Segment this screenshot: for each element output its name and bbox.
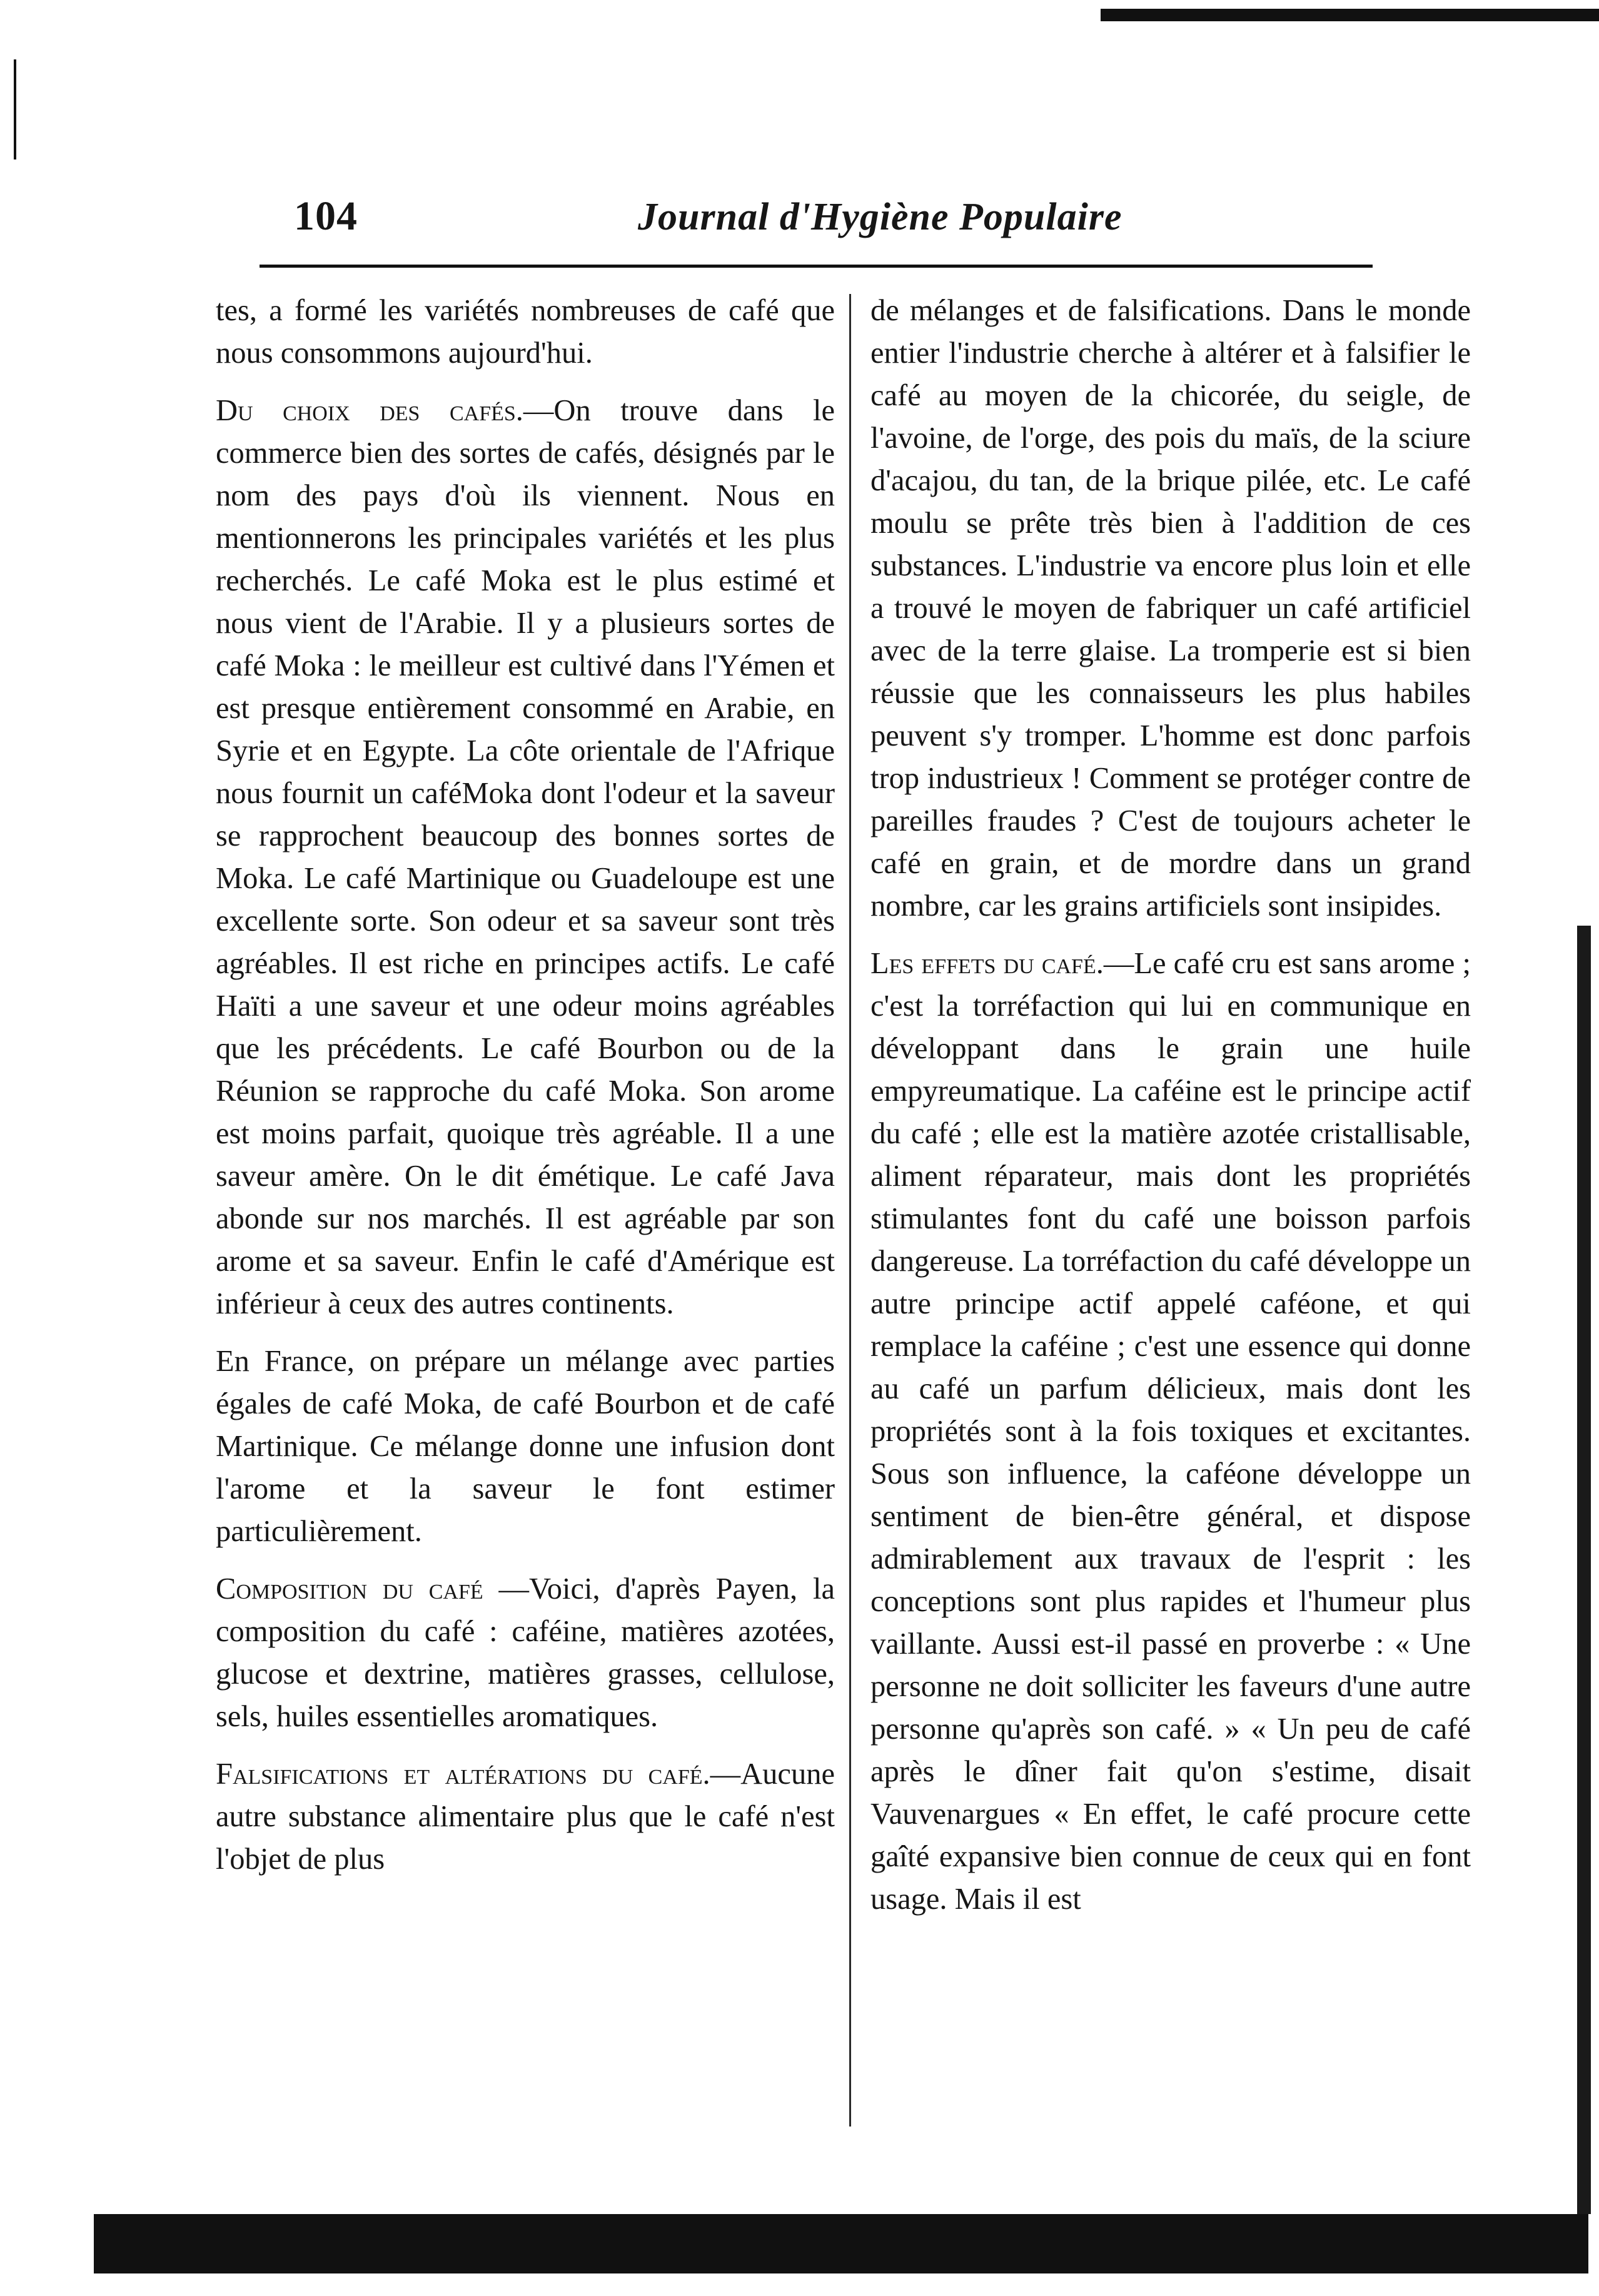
paragraph-text: tes, a formé les variétés nombreuses de café que nous consommons aujourd'hui. <box>216 294 835 370</box>
page-number: 104 <box>294 193 358 239</box>
column-rule <box>849 294 851 2127</box>
scan-left-edge <box>14 59 16 159</box>
paragraph-text: —On trouve dans le commerce bien des sortes de cafés, désignés par le nom des pays d'où ils viennent. Nous en mentionnerons les principales variétés et les plus recherchés. Le café Moka est le plus estimé et nous vient de l'Arabie. Il y a plusieurs sortes de café Moka : le meilleur est cultivé dans l'Yémen et est presque entièrement consommé en Arabie, en Syrie et en Egypte. La côte orientale de l'Afrique nous fournit un caféMoka dont l'odeur et la saveur se rapprochent beaucoup des bonnes sortes de Moka. Le café Martinique ou Guadeloupe est une excellente sorte. Son odeur et sa saveur sont très agréables. Il est riche en principes actifs. Le café Haïti a une saveur et une odeur moins agréables que les précédents. Le café Bourbon ou de la Réunion se rapproche du café Moka. Son arome est moins parfait, quoique très agréable. Il a une saveur amère. On le dit émétique. Le café Java abonde sur nos marchés. Il est agréable par son arome et sa saveur. Enfin le café d'Amérique est inférieur à ceux des autres continents. <box>216 394 835 1320</box>
paragraph <box>870 943 1471 1921</box>
section-heading: Composition du café <box>216 1572 483 1606</box>
paragraph-text: —Le café cru est sans arome ; c'est la torréfaction qui lui en communique en développant dans le grain une huile empyreumatique. La caféine est le principe actif du café ; elle est la matière azotée cristallisable, aliment réparateur, mais dont les propriétés stimulantes font du café une boisson parfois dangereuse. La torréfaction du café développe un autre principe actif appelé caféone, et qui remplace la caféine ; c'est une essence qui donne au café un parfum délicieux, mais dont les propriétés sont à la fois toxiques et excitantes. Sous son influence, la caféone développe un sentiment de bien-être général, et dispose admirablement aux travaux de l'esprit : les conceptions sont plus rapides et l'humeur plus vaillante. Aussi est-il passé en proverbe : « Une personne ne doit solliciter les faveurs d'une autre personne qu'après son café. » « Un peu de café après le dîner fait qu'on s'estime, disait Vauvenargues « En effet, le café procure cette gaîté expansive bien connue de ceux qui en font usage. Mais il est <box>870 947 1471 1916</box>
scan-right-edge <box>1577 926 1591 2214</box>
paragraph-text: de mélanges et de falsifications. Dans le monde entier l'industrie cherche à altérer et à falsifier le café au moyen de la chicorée, du seigle, de l'avoine, de l'orge, des pois du maïs, de la sciure d'acajou, du tan, de la brique pilée, etc. Le café moulu se prête très bien à l'addition de ces substances. L'industrie va encore plus loin et elle a trouvé le moyen de fabriquer un café artificiel avec de la terre glaise. La tromperie est si bien réussie que les connaisseurs les plus habiles peuvent s'y tromper. L'homme est donc parfois trop industrieux ! Comment se protéger contre de pareilles fraudes ? C'est de toujours acheter le café en grain, et de mordre dans un grand nombre, car les grains artificiels sont insipides. <box>870 294 1471 923</box>
paragraph <box>216 1568 835 1738</box>
paragraph <box>216 390 835 1325</box>
section-heading: Les effets du café. <box>870 947 1104 980</box>
paragraph <box>870 290 1471 928</box>
paragraph-text: —Aucune autre substance alimentaire plus que le café n'est l'objet de plus <box>216 1757 835 1876</box>
left-column <box>216 290 835 1881</box>
section-heading: Falsifications et altérations du café. <box>216 1757 710 1791</box>
right-column <box>870 290 1471 1921</box>
scan-bottom-bar <box>94 2214 1588 2273</box>
header-rule <box>260 265 1373 268</box>
paragraph-text: En France, on prépare un mélange avec parties égales de café Moka, de café Bourbon et de café Martinique. Ce mélange donne une infusion dont l'arome et la saveur le font estimer particulièrement. <box>216 1345 835 1548</box>
scan-top-bar <box>1101 9 1599 21</box>
paragraph <box>216 1340 835 1553</box>
paragraph <box>216 290 835 375</box>
section-heading: Du choix des cafés. <box>216 394 523 427</box>
paragraph-text: —Voici, d'après Payen, la composition du café : caféine, matières azotées, glucose et dextrine, matières grasses, cellulose, sels, huiles essentielles aromatiques. <box>216 1572 835 1733</box>
journal-title: Journal d'Hygiène Populaire <box>638 196 1122 238</box>
paragraph <box>216 1753 835 1881</box>
